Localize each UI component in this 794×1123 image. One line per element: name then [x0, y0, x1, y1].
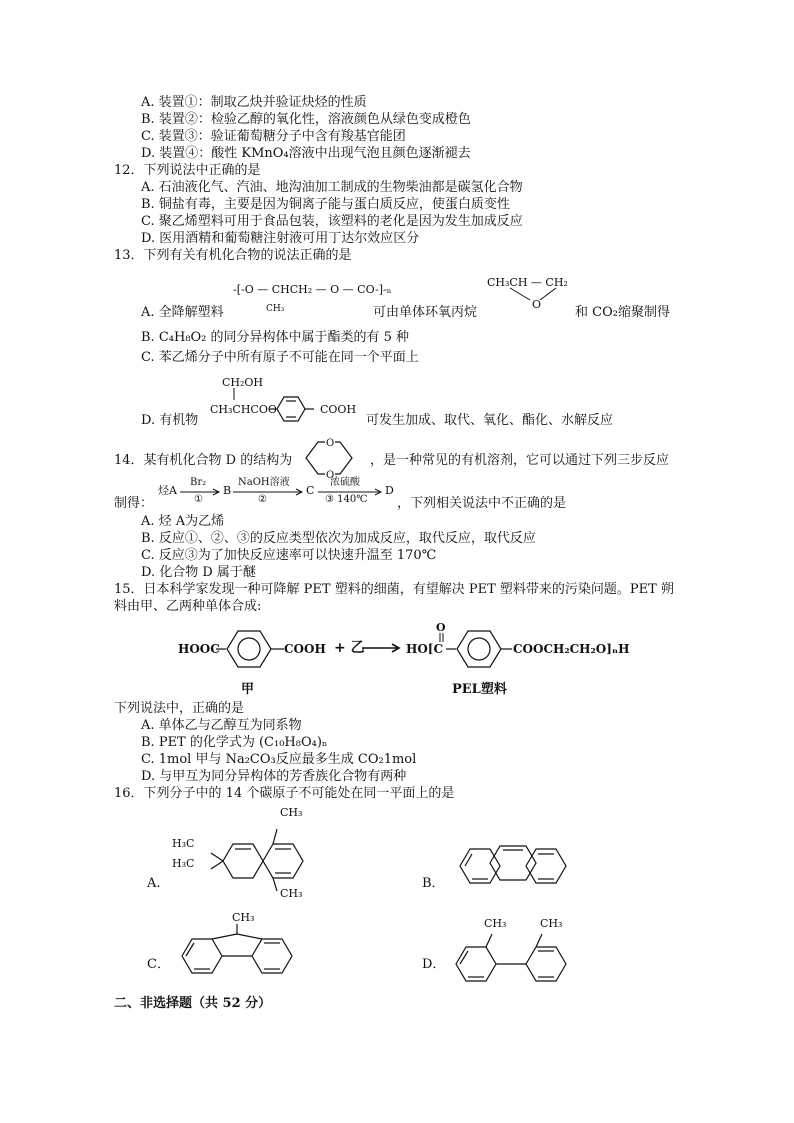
q15-reaction-arrow: [362, 643, 402, 653]
q16-stem: 16．下列分子中的 14 个碳原子不可能处在同一平面上的是: [114, 786, 455, 801]
q14-reagent-3: 浓硫酸: [330, 477, 360, 488]
q11-option-c: C. 装置③：验证葡萄糖分子中含有羧基官能团: [141, 129, 406, 144]
q13-option-a-suffix: 和 CO₂缩聚制得: [575, 305, 670, 320]
q13-d-bond: [230, 388, 240, 402]
q13-option-d-suffix: 可发生加成、取代、氧化、酯化、水解反应: [366, 413, 614, 428]
q14-step-1: ①: [194, 494, 203, 505]
q15-carbonyl-oxygen: O: [436, 621, 446, 634]
q14-option-b: B. 反应①、②、③的反应类型依次为加成反应，取代反应，取代反应: [141, 531, 536, 546]
q14-reagent-2: NaOH溶液: [238, 477, 290, 488]
q14-option-a: A. 烃 A为乙烯: [141, 514, 225, 529]
q14-dioxane-structure: [296, 436, 364, 480]
q13-polymer-formula: -[-O — CHCH₂ — O — CO-]-ₙ: [233, 283, 392, 296]
q12-stem: 12．下列说法中正确的是: [114, 163, 261, 178]
svg-text:O: O: [326, 470, 335, 480]
q16-option-b-label: B．: [422, 876, 445, 891]
q14-line2-prefix: 制得：: [114, 496, 154, 511]
q11-option-d: D. 装置④：酸性 KMnO₄溶液中出现气泡且颜色逐渐褪去: [141, 146, 471, 161]
q16-structure-d: [448, 928, 583, 988]
q16-a-ch3-bottom: CH₃: [280, 887, 303, 900]
q16-option-d-label: D．: [422, 957, 446, 972]
q15-plus-yi: + 乙: [334, 640, 365, 656]
q13-option-b: B. C₄H₈O₂ 的同分异构体中属于酯类的有 5 种: [141, 330, 410, 345]
q13-d-cooh: COOH: [320, 403, 357, 416]
q13-option-a-prefix: A. 全降解塑料: [141, 305, 224, 320]
q14-species-a: 烃A: [158, 484, 177, 497]
q16-a-h3c-2: H₃C: [172, 857, 195, 870]
q16-option-c-label: C．: [147, 957, 170, 972]
section-2-heading: 二、非选择题（共 52 分）: [114, 996, 272, 1011]
q15-polymer-head: HO[C: [406, 642, 444, 656]
q14-stem-suffix: ，是一种常见的有机溶剂，它可以通过下列三步反应: [370, 453, 670, 468]
q12-option-c: C. 聚乙烯塑料可用于食品包装，该塑料的老化是因为发生加成反应: [141, 214, 523, 229]
q13-option-a-mid: 可由单体环氧丙烷: [373, 305, 478, 320]
q16-a-h3c-1: H₃C: [172, 837, 195, 850]
q14-line2-suffix: ，下列相关说法中不正确的是: [397, 496, 567, 511]
q14-arrow-3: [318, 488, 384, 496]
q13-polymer-methyl: CH₃: [266, 304, 285, 314]
q16-structure-b: [448, 838, 578, 902]
q16-a-ch3-top: CH₃: [280, 806, 303, 819]
q13-d-chain: CH₃CHCOO: [210, 403, 277, 416]
q15-label-pel: PEL塑料: [452, 682, 507, 697]
q15-label-jia: 甲: [241, 682, 255, 697]
q15-stem-line2: 料由甲、乙两种单体合成:: [114, 599, 262, 614]
q16-d-ch3-left: CH₃: [484, 917, 507, 930]
q12-option-a: A. 石油液化气、汽油、地沟油加工制成的生物柴油都是碳氢化合物: [141, 180, 523, 195]
q12-option-b: B. 铜盐有毒，主要是因为铜离子能与蛋白质反应，使蛋白质变性: [141, 197, 510, 212]
q15-polymer-tail: COOCH₂CH₂O]ₙH: [513, 642, 630, 656]
q15-hooc: HOOC: [178, 642, 220, 656]
q15-option-c: C. 1mol 甲与 Na₂CO₃反应最多生成 CO₂1mol: [141, 752, 417, 767]
q14-option-c: C. 反应③为了加快反应速率可以快速升温至 170℃: [141, 548, 437, 563]
q11-option-b: B. 装置②：检验乙醇的氧化性，溶液颜色从绿色变成橙色: [141, 112, 471, 127]
q14-arrow-1: [180, 488, 222, 496]
q12-option-d: D. 医用酒精和葡萄糖注射液可用丁达尔效应区分: [141, 231, 420, 246]
q13-d-ch2oh: CH₂OH: [222, 376, 264, 389]
q16-c-ch3: CH₃: [232, 911, 255, 924]
q16-d-ch3-right: CH₃: [540, 917, 563, 930]
q14-arrow-2: [233, 488, 305, 496]
q14-species-c: C: [306, 484, 315, 497]
q15-option-b: B. PET 的化学式为 (C₁₀H₈O₄)ₙ: [141, 735, 328, 750]
q15-option-d: D. 与甲互为同分异构体的芳香族化合物有两种: [141, 769, 407, 784]
q14-step-3: ③ 140℃: [325, 494, 368, 505]
q13-option-c: C. 苯乙烯分子中所有原子不可能在同一个平面上: [141, 350, 419, 365]
q15-option-a: A. 单体乙与乙醇互为同系物: [141, 718, 302, 733]
q15-cooh: COOH: [284, 642, 326, 656]
q15-stem-line1: 15．日本科学家发现一种可降解 PET 塑料的细菌，有望解决 PET 塑料带来的污染问题。PET 朔: [114, 582, 674, 597]
q13-epoxide-ring: [500, 286, 560, 306]
q15-benzene-jia: [216, 625, 286, 675]
q13-stem: 13．下列有关有机化合物的说法正确的是: [114, 248, 352, 263]
q15-ask: 下列说法中，正确的是: [114, 701, 245, 716]
q14-species-d: D: [385, 484, 394, 497]
q14-reagent-1: Br₂: [190, 477, 207, 488]
q16-option-a-label: A.: [147, 876, 161, 891]
q14-species-b: B: [223, 484, 232, 497]
q14-stem-prefix: 14．某有机化合物 D 的结构为: [114, 453, 293, 468]
q13-epoxide-oxygen: O: [532, 298, 542, 311]
q15-benzene-pel: [446, 625, 516, 675]
q14-option-d: D. 化合物 D 属于醚: [141, 565, 256, 580]
q16-structure-c: [172, 922, 302, 984]
q11-option-a: A. 装置①：制取乙炔并验证炔烃的性质: [141, 95, 367, 110]
q14-step-2: ②: [258, 494, 267, 505]
q13-epoxide-chain: CH₃CH — CH₂: [487, 276, 568, 289]
q13-option-d-prefix: D. 有机物: [141, 413, 199, 428]
svg-text:O: O: [326, 438, 335, 449]
